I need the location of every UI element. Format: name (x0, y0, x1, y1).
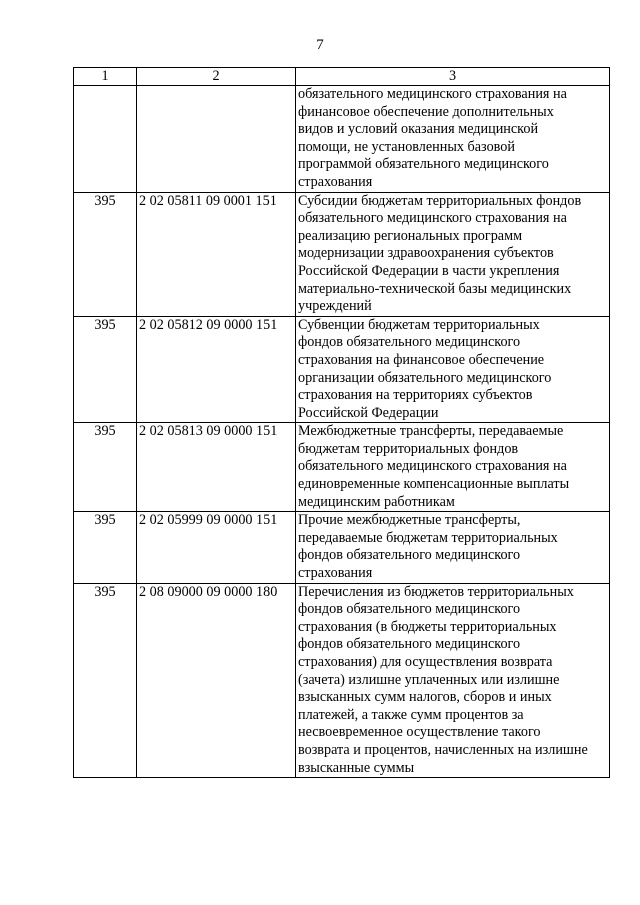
revenue-name-line: финансовое обеспечение дополнительных (298, 103, 554, 120)
revenue-name-line: медицинским работникам (298, 493, 455, 510)
revenue-name-line: Субвенции бюджетам территориальных (298, 316, 540, 333)
revenue-name-line: видов и условий оказания медицинской (298, 121, 539, 138)
revenue-name-line: фондов обязательного медицинского (298, 636, 521, 653)
revenue-name-cell (296, 583, 610, 778)
revenue-name-line: страхования) для осуществления возврата (298, 654, 553, 670)
revenue-name-cell (296, 192, 610, 316)
table-body (74, 86, 610, 778)
revenue-name-cell (296, 423, 610, 512)
revenue-name-line: взысканные суммы (298, 759, 415, 776)
revenue-codes-table (73, 67, 610, 778)
table-row (74, 512, 610, 583)
admin-code-cell (74, 86, 137, 193)
admin-code-cell: 395 (74, 316, 137, 423)
revenue-name-line: (зачета) излишне уплаченных или излишне (298, 671, 560, 688)
revenue-name-line: программой обязательного медицинского (298, 156, 549, 173)
revenue-code-cell: 2 08 09000 09 0000 180 (137, 583, 296, 778)
revenue-name-line: обязательного медицинского страхования на (298, 458, 567, 475)
revenue-name-line: фондов обязательного медицинского (298, 601, 521, 618)
revenue-name-cell (296, 86, 610, 193)
admin-code-cell: 395 (74, 583, 137, 778)
revenue-code-cell: 2 02 05812 09 0000 151 (137, 316, 296, 423)
revenue-name-cell (296, 316, 610, 423)
column-header-2: 2 (137, 68, 296, 86)
revenue-code-cell (137, 86, 296, 193)
revenue-name-line: материально-технической базы медицинских (298, 280, 572, 297)
revenue-name-line: страхования (298, 565, 373, 582)
revenue-name-line: фондов обязательного медицинского (298, 547, 521, 564)
revenue-name-line: Перечисления из бюджетов территориальных (298, 583, 574, 600)
revenue-name-line: несвоевременное осуществление такого (298, 724, 541, 741)
revenue-name-line: Прочие межбюджетные трансферты, (298, 512, 521, 529)
table-row (74, 192, 610, 316)
revenue-name-line: организации обязательного медицинского (298, 369, 552, 386)
revenue-name-line: помощи, не установленных базовой (298, 138, 515, 155)
table-row (74, 316, 610, 423)
revenue-name-line: страхования (298, 173, 373, 190)
page-number: 7 (316, 37, 324, 53)
table-row (74, 423, 610, 512)
column-header-1: 1 (74, 68, 137, 86)
revenue-name-line: взысканных сумм налогов, сборов и иных (298, 689, 552, 706)
table-row (74, 583, 610, 778)
revenue-name-line: обязательного медицинского страхования на (298, 210, 567, 227)
revenue-name-line: модернизации здравоохранения субъектов (298, 245, 554, 262)
revenue-name-line: возврата и процентов, начисленных на излишне (298, 741, 588, 758)
revenue-code-cell: 2 02 05999 09 0000 151 (137, 512, 296, 583)
table-header (74, 68, 610, 86)
table-row (74, 86, 610, 193)
revenue-code-cell: 2 02 05813 09 0000 151 (137, 423, 296, 512)
revenue-name-line: реализацию региональных программ (298, 227, 523, 244)
revenue-name-line: Российской Федерации (298, 404, 439, 421)
header-row (74, 68, 610, 86)
revenue-name-line: платежей, а также сумм процентов за (298, 706, 524, 723)
revenue-name-line: передаваемые бюджетам территориальных (298, 529, 558, 546)
revenue-name-line: страхования на финансовое обеспечение (298, 351, 545, 368)
revenue-name-line: Межбюджетные трансферты, передаваемые (298, 423, 564, 440)
revenue-name-line: страхования на территориях субъектов (298, 387, 533, 404)
revenue-name-line: фондов обязательного медицинского (298, 334, 521, 351)
revenue-name-cell (296, 512, 610, 583)
revenue-name-line: единовременные компенсационные выплаты (298, 476, 570, 493)
admin-code-cell: 395 (74, 192, 137, 316)
revenue-name-line: обязательного медицинского страхования на (298, 86, 567, 102)
revenue-name-line: Российской Федерации в части укрепления (298, 262, 560, 279)
revenue-name-line: бюджетам территориальных фондов (298, 440, 519, 457)
column-header-3: 3 (296, 68, 610, 86)
revenue-code-cell: 2 02 05811 09 0001 151 (137, 192, 296, 316)
admin-code-cell: 395 (74, 512, 137, 583)
revenue-name-line: Субсидии бюджетам территориальных фондов (298, 192, 582, 209)
revenue-name-line: страхования (в бюджеты территориальных (298, 618, 557, 635)
revenue-name-line: учреждений (298, 298, 372, 315)
admin-code-cell: 395 (74, 423, 137, 512)
